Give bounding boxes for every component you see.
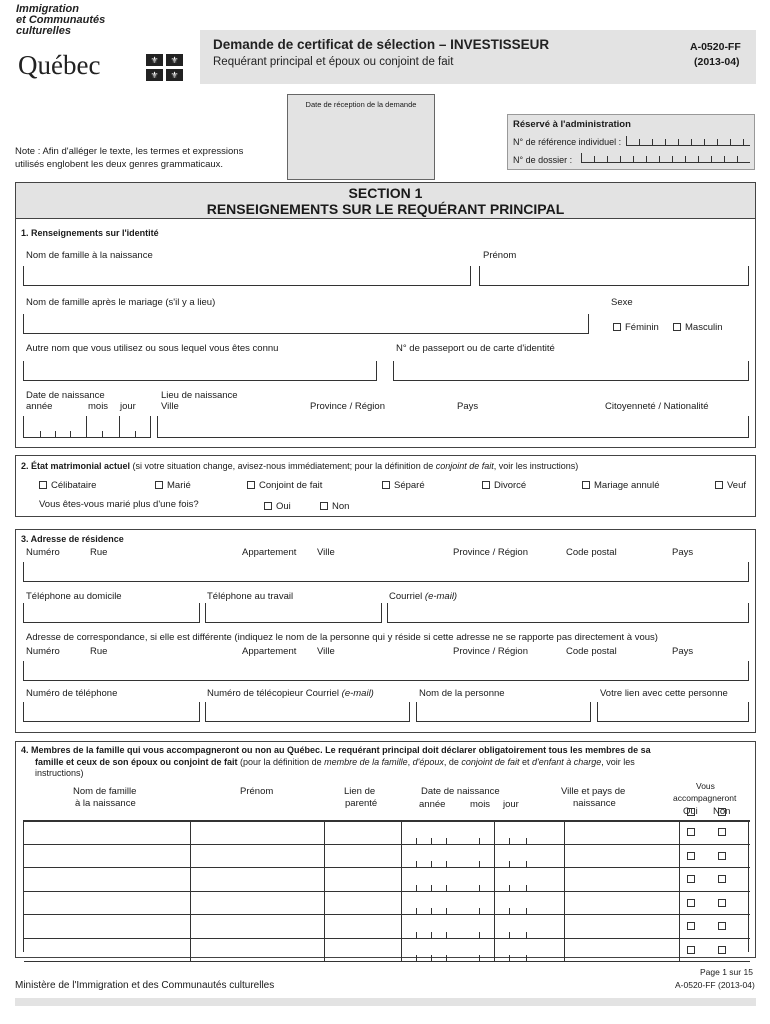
veuf-checkbox[interactable] bbox=[715, 481, 723, 489]
feminin-label: Féminin bbox=[625, 322, 659, 333]
form-code: A-0520-FF bbox=[690, 41, 741, 53]
s4-title-line-1-bold: 4. Membres de la famille qui vous accompagneront ou non au Québec. Le requérant principal doit déclarer obligatoirement tous les membres de sa bbox=[21, 745, 651, 755]
feminin-checkbox[interactable] bbox=[613, 323, 621, 331]
col-jour: jour bbox=[503, 799, 519, 810]
family-table bbox=[23, 820, 749, 952]
label-numero: Numéro bbox=[26, 547, 60, 558]
option-marie[interactable] bbox=[155, 480, 191, 491]
accompagne-non-checkbox[interactable] bbox=[718, 899, 726, 907]
form-title: Demande de certificat de sélection – INVESTISSEUR bbox=[213, 37, 550, 52]
telecopieur-email-text: (e-mail) bbox=[341, 688, 374, 699]
courriel-email-text: (e-mail) bbox=[424, 591, 458, 602]
adresse-residence-field[interactable] bbox=[23, 562, 749, 582]
admin-box bbox=[507, 114, 755, 170]
s4-title-line-3: instructions) bbox=[35, 768, 84, 778]
s4-title-line-2-rest: (pour la définition de bbox=[237, 756, 325, 767]
ministry-line-2: et Communautés bbox=[16, 14, 106, 26]
label-passeport: N° de passeport ou de carte d'identité bbox=[396, 343, 555, 354]
date-tick bbox=[431, 955, 432, 961]
ministry-line-3: culturelles bbox=[16, 25, 72, 37]
footer-ministry: Ministère de l'Immigration et des Communautés culturelles bbox=[15, 980, 275, 991]
label-tel-domicile: Téléphone au domicile bbox=[26, 591, 122, 602]
nom-personne-field[interactable] bbox=[416, 702, 591, 722]
table-row-line bbox=[24, 961, 750, 962]
header-checkbox-row bbox=[24, 806, 750, 818]
autre-nom-field[interactable] bbox=[23, 361, 377, 381]
col-prenom: Prénom bbox=[240, 786, 274, 797]
lieu-naissance-field[interactable] bbox=[157, 416, 749, 438]
label-annee: année bbox=[26, 401, 53, 412]
admin-dossier-label: N° de dossier : bbox=[513, 155, 573, 165]
accompagne-non-checkbox[interactable] bbox=[718, 922, 726, 930]
question-marie-plus-une-fois: Vous êtes-vous marié plus d'une fois? bbox=[39, 499, 199, 510]
label-ville: Ville bbox=[161, 401, 179, 412]
option-celibataire[interactable] bbox=[39, 480, 96, 491]
admin-ref-label: N° de référence individuel : bbox=[513, 137, 622, 147]
date-tick bbox=[509, 955, 510, 961]
s2-title-rest-1: (si votre situation change, avisez-nous immédiatement; pour la définition de bbox=[130, 461, 436, 471]
oui-label: Oui bbox=[276, 501, 291, 512]
note-line-2: utilisés englobent les deux genres grammaticaux. bbox=[15, 159, 224, 170]
form-date: (2013-04) bbox=[694, 56, 740, 68]
tel-domicile-field[interactable] bbox=[23, 603, 200, 623]
accompagne-non-checkbox[interactable] bbox=[718, 946, 726, 954]
label-appartement-2: Appartement bbox=[242, 646, 297, 657]
divorce-label: Divorcé bbox=[494, 480, 527, 491]
col-lien-1: Lien de bbox=[344, 786, 376, 797]
option-mariage-annule[interactable] bbox=[582, 480, 660, 491]
label-ville-2: Ville bbox=[317, 646, 335, 657]
ministry-name bbox=[16, 4, 105, 37]
date-tick bbox=[416, 955, 417, 961]
date-tick bbox=[446, 955, 447, 961]
label-province: Province / Région bbox=[310, 401, 385, 412]
footer-code: A-0520-FF (2013-04) bbox=[675, 980, 755, 990]
option-separe[interactable] bbox=[382, 480, 425, 491]
accompagne-oui-checkbox[interactable] bbox=[687, 852, 695, 860]
accompagne-non-checkbox[interactable] bbox=[718, 852, 726, 860]
label-numero-2: Numéro bbox=[26, 646, 60, 657]
courriel-field[interactable] bbox=[387, 603, 749, 623]
option-conjoint-de-fait[interactable] bbox=[247, 480, 322, 491]
label-lien-personne: Votre lien avec cette personne bbox=[600, 688, 728, 699]
celibataire-label: Célibataire bbox=[51, 480, 97, 491]
s2-title bbox=[21, 461, 578, 471]
marie-label: Marié bbox=[167, 480, 191, 491]
label-nom-mariage: Nom de famille après le mariage (s'il y a lieu) bbox=[26, 297, 216, 308]
label-ville-adresse: Ville bbox=[317, 547, 335, 558]
oui-checkbox[interactable] bbox=[264, 502, 272, 510]
footer-page: Page 1 sur 15 bbox=[700, 967, 753, 977]
table-row[interactable] bbox=[24, 844, 750, 868]
passeport-field[interactable] bbox=[393, 361, 749, 381]
ministry-line-1: Immigration bbox=[16, 3, 79, 15]
reception-date-label: Date de réception de la demande bbox=[305, 100, 417, 109]
non-label: Non bbox=[332, 501, 350, 512]
admin-ref-field[interactable] bbox=[626, 136, 750, 146]
s2-title-bold: 2. État matrimonial actuel bbox=[21, 461, 131, 471]
label-province-2: Province / Région bbox=[453, 646, 528, 657]
separe-checkbox[interactable] bbox=[382, 481, 390, 489]
section-number: SECTION 1 bbox=[348, 185, 423, 201]
option-masculin[interactable] bbox=[673, 322, 723, 333]
label-tel-travail: Téléphone au travail bbox=[207, 591, 294, 602]
s1-title: 1. Renseignements sur l'identité bbox=[21, 228, 159, 238]
conjoint-checkbox[interactable] bbox=[247, 481, 255, 489]
conjoint-label: Conjoint de fait bbox=[259, 480, 323, 491]
accompagne-non-checkbox[interactable] bbox=[718, 808, 726, 816]
form-subtitle: Requérant principal et époux ou conjoint de fait bbox=[213, 56, 454, 68]
s4-sep-2: , de bbox=[443, 756, 462, 767]
label-rue-2: Rue bbox=[90, 646, 108, 657]
accompagne-non-checkbox[interactable] bbox=[718, 875, 726, 883]
non-checkbox[interactable] bbox=[320, 502, 328, 510]
label-lieu-naissance: Lieu de naissance bbox=[161, 390, 238, 401]
note-line-1: Note : Afin d'alléger le texte, les termes et expressions bbox=[15, 146, 244, 157]
option-divorce[interactable] bbox=[482, 480, 526, 491]
label-rue: Rue bbox=[90, 547, 108, 558]
courriel-text: Courriel bbox=[389, 591, 425, 602]
label-autre-nom: Autre nom que vous utilisez ou sous lequel vous êtes connu bbox=[26, 343, 279, 354]
adresse-correspondance-field[interactable] bbox=[23, 661, 749, 681]
divorce-checkbox[interactable] bbox=[482, 481, 490, 489]
date-tick bbox=[526, 955, 527, 961]
s4-title bbox=[21, 745, 751, 780]
label-correspondance: Adresse de correspondance, si elle est différente (indiquez le nom de la personne qui y réside si cette adresse ne se rapporte pas directement à vous) bbox=[26, 632, 658, 643]
accompagne-oui-checkbox[interactable] bbox=[687, 828, 695, 836]
col-ville-1: Ville et pays de bbox=[561, 786, 626, 797]
telecopieur-text: Numéro de télécopieur Courriel bbox=[207, 688, 342, 699]
col-nom-2: à la naissance bbox=[75, 798, 136, 809]
s3-title: 3. Adresse de résidence bbox=[21, 534, 124, 544]
label-citoyennete: Citoyenneté / Nationalité bbox=[605, 401, 709, 412]
label-pays: Pays bbox=[457, 401, 479, 412]
col-lien-2: parenté bbox=[345, 798, 378, 809]
label-pays-adresse: Pays bbox=[672, 547, 694, 558]
label-date-naissance: Date de naissance bbox=[26, 390, 105, 401]
s2-title-em: conjoint de fait bbox=[435, 461, 494, 471]
nom-mariage-field[interactable] bbox=[23, 314, 589, 334]
date-naissance-field[interactable] bbox=[23, 416, 151, 438]
lien-personne-field[interactable] bbox=[597, 702, 749, 722]
s4-title-line-2 bbox=[21, 757, 751, 769]
masculin-label: Masculin bbox=[685, 322, 723, 333]
option-non[interactable] bbox=[320, 501, 349, 512]
veuf-label: Veuf bbox=[727, 480, 747, 491]
s4-em-enfant: d'enfant à charge bbox=[531, 756, 602, 767]
celibataire-checkbox[interactable] bbox=[39, 481, 47, 489]
masculin-checkbox[interactable] bbox=[673, 323, 681, 331]
separe-label: Séparé bbox=[394, 480, 425, 491]
tel-travail-field[interactable] bbox=[205, 603, 382, 623]
quebec-flag-icon: ⚜ ⚜ ⚜ ⚜ bbox=[146, 54, 184, 82]
accompagne-oui-checkbox[interactable] bbox=[687, 922, 695, 930]
table-row[interactable] bbox=[24, 891, 750, 915]
col-ville-2: naissance bbox=[573, 798, 616, 809]
s2-title-rest-2: , voir les instructions) bbox=[493, 461, 579, 471]
label-appartement: Appartement bbox=[242, 547, 297, 558]
label-sexe: Sexe bbox=[611, 297, 633, 308]
label-num-telecopieur bbox=[207, 688, 374, 699]
table-row[interactable] bbox=[24, 914, 750, 938]
table-row[interactable] bbox=[24, 938, 750, 962]
label-mois: mois bbox=[88, 401, 109, 412]
nom-naissance-field[interactable] bbox=[23, 266, 471, 286]
col-annee: année bbox=[419, 799, 446, 810]
label-nom-personne: Nom de la personne bbox=[419, 688, 505, 699]
col-nom-1: Nom de famille bbox=[73, 786, 137, 797]
label-pays-2: Pays bbox=[672, 646, 694, 657]
col-mois: mois bbox=[470, 799, 491, 810]
quebec-logo-text: Québec bbox=[18, 50, 101, 80]
prenom-field[interactable] bbox=[479, 266, 749, 286]
table-row[interactable] bbox=[24, 867, 750, 891]
label-jour: jour bbox=[120, 401, 136, 412]
s4-title-line-1 bbox=[21, 745, 751, 757]
label-nom-naissance: Nom de famille à la naissance bbox=[26, 250, 153, 261]
s4-em-epoux: d'époux bbox=[412, 756, 444, 767]
s4-em-membre: membre de la famille bbox=[324, 756, 408, 767]
table-row[interactable] bbox=[24, 820, 750, 844]
admin-dossier-field[interactable] bbox=[581, 153, 750, 163]
label-prenom: Prénom bbox=[483, 250, 517, 261]
s4-title-line-2-end: , voir les bbox=[601, 756, 635, 767]
s4-sep-1: , bbox=[407, 756, 413, 767]
accompagne-oui-checkbox[interactable] bbox=[687, 808, 695, 816]
col-vous-2: accompagneront bbox=[673, 793, 737, 803]
s4-sep-3: et bbox=[519, 756, 532, 767]
date-tick bbox=[479, 955, 480, 961]
col-oui: Oui bbox=[683, 806, 698, 817]
option-oui[interactable] bbox=[264, 501, 291, 512]
label-num-telephone: Numéro de téléphone bbox=[26, 688, 118, 699]
section-title: RENSEIGNEMENTS SUR LE REQUÉRANT PRINCIPAL bbox=[206, 201, 565, 217]
marie-checkbox[interactable] bbox=[155, 481, 163, 489]
accompagne-non-checkbox[interactable] bbox=[718, 828, 726, 836]
col-vous-1: Vous bbox=[696, 781, 715, 791]
col-date: Date de naissance bbox=[421, 786, 500, 797]
footer-band bbox=[15, 998, 756, 1006]
reception-date-box bbox=[287, 94, 435, 180]
col-non: Non bbox=[713, 806, 731, 817]
label-code-postal: Code postal bbox=[566, 547, 617, 558]
option-feminin[interactable] bbox=[613, 322, 659, 333]
label-code-postal-2: Code postal bbox=[566, 646, 617, 657]
s4-em-conjoint: conjoint de fait bbox=[461, 756, 520, 767]
admin-title: Réservé à l'administration bbox=[513, 119, 631, 130]
accompagne-oui-checkbox[interactable] bbox=[687, 899, 695, 907]
accompagne-oui-checkbox[interactable] bbox=[687, 875, 695, 883]
s4-title-line-2-bold: famille et ceux de son époux ou conjoint de fait bbox=[35, 756, 238, 767]
mariage-annule-label: Mariage annulé bbox=[594, 480, 660, 491]
mariage-annule-checkbox[interactable] bbox=[582, 481, 590, 489]
label-courriel bbox=[389, 591, 457, 602]
num-telephone-field[interactable] bbox=[23, 702, 200, 722]
telecopieur-courriel-field[interactable] bbox=[205, 702, 410, 722]
accompagne-oui-checkbox[interactable] bbox=[687, 946, 695, 954]
option-veuf[interactable] bbox=[715, 480, 746, 491]
label-province-adresse: Province / Région bbox=[453, 547, 528, 558]
